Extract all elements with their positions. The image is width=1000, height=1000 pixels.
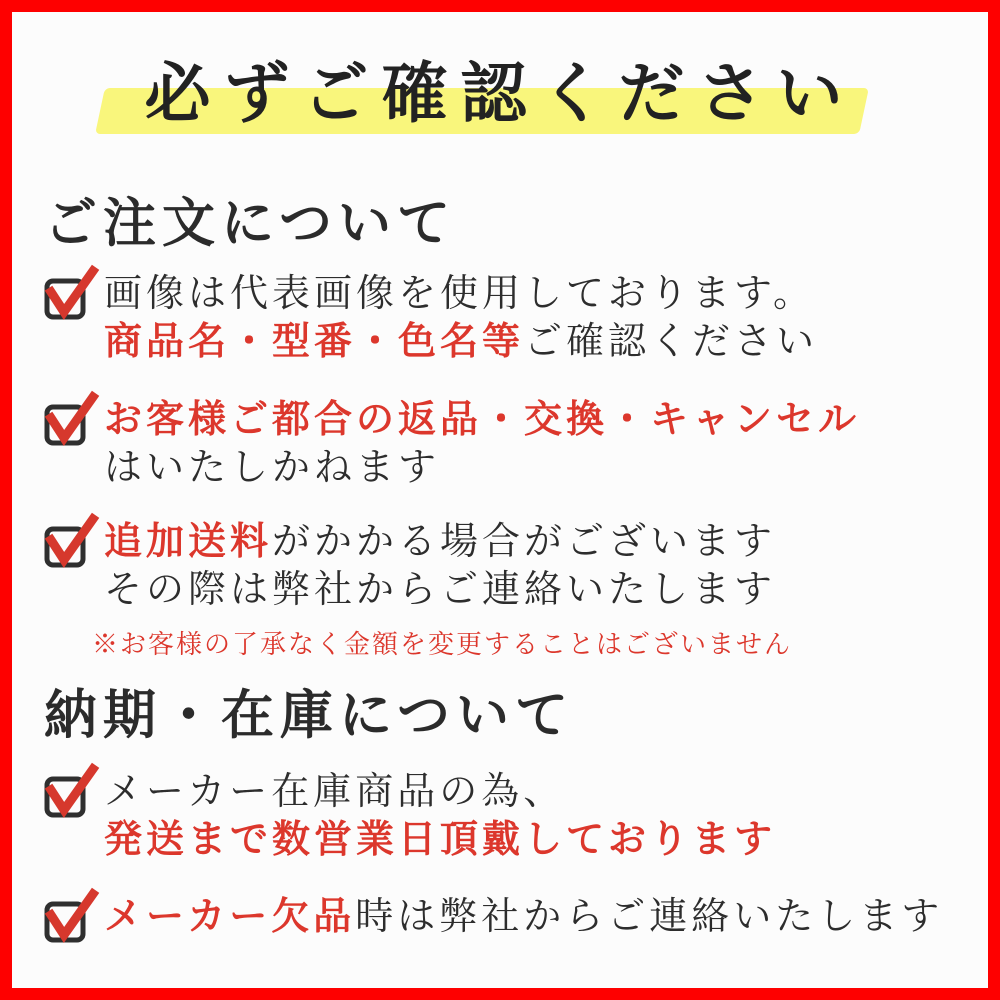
item-line-emphasis: お客様ご都合の返品・交換・キャンセル: [104, 398, 861, 441]
checklist-item-maker-stock: [44, 768, 988, 864]
section-heading-order: ご注文について: [44, 195, 456, 253]
item-line-emphasis: メーカー欠品: [104, 895, 356, 938]
item-line-emphasis: 発送まで数営業日頂戴しております: [104, 818, 777, 861]
item-line: 画像は代表画像を使用しております。: [104, 272, 815, 315]
page-title-text: 必ずご確認ください: [144, 58, 856, 131]
item-text: [104, 893, 943, 941]
item-text: [104, 768, 776, 864]
item-line-emphasis: 追加送料: [104, 520, 273, 563]
checklist-item-maker-shortage: [44, 893, 988, 945]
checklist-item-returns: [44, 396, 988, 492]
page-title: [12, 40, 988, 150]
checked-checkbox-icon: [44, 390, 96, 448]
item-footnote: ※お客様の了承なく金額を変更することはございません: [92, 629, 793, 659]
item-text: [104, 396, 860, 492]
item-line: はいたしかねます: [104, 446, 441, 489]
checked-checkbox-icon: [44, 512, 96, 570]
checked-checkbox-icon: [44, 887, 96, 945]
item-line-emphasis: 商品名・型番・色名等: [104, 320, 525, 363]
section-heading-stock: 納期・在庫について: [44, 686, 574, 745]
item-line: ご確認ください: [524, 320, 819, 363]
item-text: [104, 270, 818, 366]
checked-checkbox-icon: [44, 762, 96, 820]
checklist-item-extra-shipping: [44, 518, 988, 662]
item-line: がかかる場合がございます: [272, 520, 777, 563]
checked-checkbox-icon: [44, 264, 96, 322]
checklist-item-representative-image: [44, 270, 988, 366]
item-line: メーカー在庫商品の為、: [104, 770, 566, 813]
item-line: 時は弊社からご連絡いたします: [355, 895, 944, 938]
item-text: [92, 518, 793, 662]
item-line: その際は弊社からご連絡いたします: [104, 568, 777, 611]
